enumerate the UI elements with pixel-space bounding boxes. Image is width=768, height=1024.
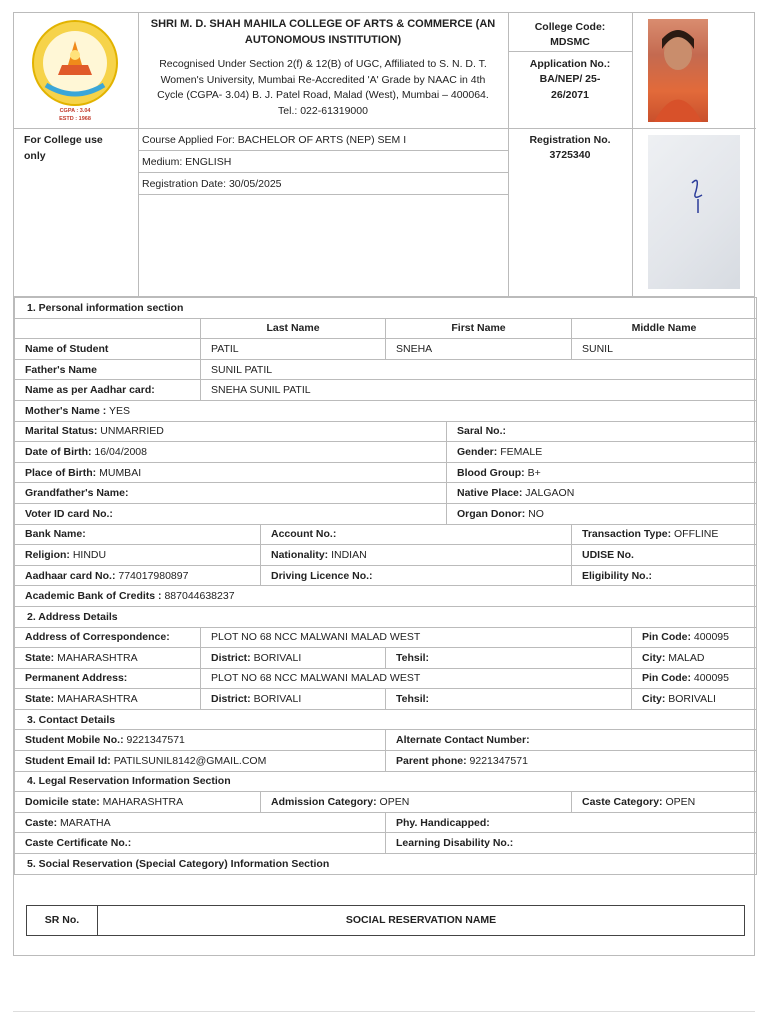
dob-label: Date of Birth: [25, 445, 92, 458]
col-middle-name: Middle Name [572, 318, 757, 339]
alt-contact-row [386, 730, 757, 751]
organ-row [447, 503, 757, 524]
dob-row [15, 442, 447, 463]
nationality-label: Nationality: [271, 548, 329, 561]
col-first-name: First Name [386, 318, 572, 339]
col-last-name: Last Name [201, 318, 386, 339]
gender-value: FEMALE [500, 445, 543, 458]
pin2-row [632, 668, 757, 689]
pin2-value: 400095 [693, 672, 729, 685]
grandfather-label: Grandfather's Name: [25, 487, 129, 500]
blood-value: B+ [527, 466, 541, 479]
col-social-reservation-name: SOCIAL RESERVATION NAME [345, 914, 497, 926]
admission-category-value: OPEN [379, 796, 410, 809]
phy-handicapped-label: Phy. Handicapped: [396, 816, 490, 829]
admission-form [13, 12, 755, 956]
pin1-label: Pin Code: [642, 631, 691, 644]
voter-label: Voter ID card No.: [25, 507, 113, 520]
native-label: Native Place: [457, 487, 523, 500]
college-use-label: For College use only [24, 134, 103, 162]
transaction-value: OFFLINE [674, 528, 719, 541]
account-row [261, 524, 572, 545]
section-address: 2. Address Details [15, 606, 757, 627]
caste-category-label: Caste Category: [582, 796, 663, 809]
mobile-value: 9221347571 [126, 734, 185, 747]
mother-name-label: Mother's Name : [25, 404, 107, 417]
abc-value: 887044638237 [164, 590, 235, 603]
native-value: JALGAON [525, 487, 575, 500]
district2-label: District: [211, 693, 251, 706]
college-logo [28, 19, 122, 127]
native-row [447, 483, 757, 504]
tehsil2-label: Tehsil: [396, 693, 430, 706]
domicile-value: MAHARASHTRA [102, 796, 184, 809]
gender-label: Gender: [457, 445, 498, 458]
udise-row [572, 545, 757, 566]
learning-disability-label: Learning Disability No.: [396, 837, 514, 850]
district1-value: BORIVALI [253, 651, 302, 664]
middle-name-value: SUNIL [572, 339, 757, 360]
mother-name-value: YES [109, 404, 131, 417]
tehsil1-row [386, 648, 632, 669]
mobile-row [15, 730, 386, 751]
admission-category-row [261, 792, 572, 813]
blood-label: Blood Group: [457, 466, 525, 479]
phy-handicapped-row [386, 812, 757, 833]
bank-label: Bank Name: [25, 528, 86, 541]
pin2-label: Pin Code: [642, 672, 691, 685]
registration-no-label: Registration No. [529, 134, 611, 146]
religion-row [15, 545, 261, 566]
caste-certificate-row [15, 833, 386, 854]
aadhar-name-label: Name as per Aadhar card: [15, 380, 201, 401]
domicile-row [15, 792, 261, 813]
udise-label: UDISE No. [582, 548, 634, 561]
district2-value: BORIVALI [253, 693, 302, 706]
caste-value: MARATHA [60, 816, 111, 829]
city2-row [632, 689, 757, 710]
saral-row [447, 421, 757, 442]
parent-phone-row [386, 751, 757, 772]
pob-label: Place of Birth: [25, 466, 97, 479]
corr-address-value: PLOT NO 68 NCC MALWANI MALAD WEST [201, 627, 632, 648]
medium: Medium: ENGLISH [142, 156, 232, 168]
student-photo [648, 19, 708, 122]
email-label: Student Email Id: [25, 754, 111, 767]
pin1-row [632, 627, 757, 648]
district1-label: District: [211, 651, 251, 664]
mother-name-row [15, 400, 757, 421]
logo-cgpa: CGPA : 3.04 [59, 108, 91, 114]
marital-label: Marital Status: [25, 425, 98, 438]
alt-contact-label: Alternate Contact Number: [396, 734, 530, 747]
city2-label: City: [642, 693, 666, 706]
transaction-label: Transaction Type: [582, 528, 672, 541]
organ-value: NO [528, 507, 544, 520]
city2-value: BORIVALI [668, 693, 716, 706]
dob-value: 16/04/2008 [94, 445, 147, 458]
state2-value: MAHARASHTRA [57, 693, 138, 706]
state2-row [15, 689, 201, 710]
city1-value: MALAD [668, 651, 705, 664]
pob-row [15, 462, 447, 483]
abc-label: Academic Bank of Credits : [25, 590, 162, 603]
admission-category-label: Admission Category: [271, 796, 377, 809]
parent-phone-label: Parent phone: [396, 754, 467, 767]
college-code: MDSMC [550, 36, 590, 48]
blood-row [447, 462, 757, 483]
mobile-label: Student Mobile No.: [25, 734, 124, 747]
abc-row [15, 586, 757, 607]
state1-label: State: [25, 651, 55, 664]
domicile-label: Domicile state: [25, 796, 100, 809]
section-contact: 3. Contact Details [15, 709, 757, 730]
pob-value: MUMBAI [99, 466, 142, 479]
eligibility-label: Eligibility No.: [582, 569, 652, 582]
father-name-value: SUNIL PATIL [201, 359, 757, 380]
application-no: BA/NEP/ 25-26/2071 [539, 73, 601, 101]
pin1-value: 400095 [693, 631, 729, 644]
perm-address-value: PLOT NO 68 NCC MALWANI MALAD WEST [201, 668, 632, 689]
tehsil1-label: Tehsil: [396, 651, 430, 664]
organ-label: Organ Donor: [457, 507, 526, 520]
aadhar-name-value: SNEHA SUNIL PATIL [201, 380, 757, 401]
aadhaar-no-label: Aadhaar card No.: [25, 569, 116, 582]
transaction-row [572, 524, 757, 545]
nationality-row [261, 545, 572, 566]
licence-label: Driving Licence No.: [271, 569, 373, 582]
city1-label: City: [642, 651, 666, 664]
email-row [15, 751, 386, 772]
eligibility-row [572, 565, 757, 586]
nationality-value: INDIAN [331, 548, 367, 561]
aadhaar-no-value: 774017980897 [118, 569, 189, 582]
first-name-value: SNEHA [386, 339, 572, 360]
tehsil2-row [386, 689, 632, 710]
registration-no: 3725340 [549, 149, 591, 161]
corr-address-label: Address of Correspondence: [15, 627, 201, 648]
caste-label: Caste: [25, 816, 58, 829]
religion-label: Religion: [25, 548, 70, 561]
perm-address-label: Permanent Address: [15, 668, 201, 689]
college-code-label: College Code: [534, 21, 606, 33]
father-name-label: Father's Name [15, 359, 201, 380]
gender-row [447, 442, 757, 463]
learning-disability-row [386, 833, 757, 854]
caste-row [15, 812, 386, 833]
page-footer-divider [13, 1011, 755, 1012]
bank-row [15, 524, 261, 545]
last-name-value: PATIL [201, 339, 386, 360]
state1-value: MAHARASHTRA [57, 651, 138, 664]
parent-phone-value: 9221347571 [469, 754, 528, 767]
caste-category-row [572, 792, 757, 813]
college-name: SHRI M. D. SHAH MAHILA COLLEGE OF ARTS & COMMERCE (AN AUTONOMOUS INSTITUTION) [150, 18, 496, 46]
account-label: Account No.: [271, 528, 337, 541]
state1-row [15, 648, 201, 669]
caste-category-value: OPEN [665, 796, 696, 809]
registration-date: Registration Date: 30/05/2025 [142, 178, 282, 190]
voter-row [15, 503, 447, 524]
marital-value: UNMARRIED [100, 425, 164, 438]
email-value: PATILSUNIL8142@GMAIL.COM [113, 754, 267, 767]
social-reservation-table [26, 905, 745, 936]
licence-row [261, 565, 572, 586]
section-personal: 1. Personal information section [15, 298, 757, 319]
caste-certificate-label: Caste Certificate No.: [25, 837, 132, 850]
district1-row [201, 648, 386, 669]
form-header [14, 13, 754, 297]
district2-row [201, 689, 386, 710]
saral-label: Saral No.: [457, 425, 507, 438]
religion-value: HINDU [72, 548, 107, 561]
grandfather-row [15, 483, 447, 504]
col-sr-no: SR No. [44, 914, 80, 926]
details-table [14, 297, 757, 875]
aadhaar-no-row [15, 565, 261, 586]
city1-row [632, 648, 757, 669]
state2-label: State: [25, 693, 55, 706]
section-social: 5. Social Reservation (Special Category) Information Section [15, 854, 757, 875]
name-of-student-label: Name of Student [15, 339, 201, 360]
student-signature [648, 135, 740, 289]
section-legal: 4. Legal Reservation Information Section [15, 771, 757, 792]
logo-estd: ESTD : 1968 [59, 116, 91, 122]
application-no-label: Application No.: [529, 58, 611, 70]
marital-row [15, 421, 447, 442]
course-applied: Course Applied For: BACHELOR OF ARTS (NEP) SEM I [142, 134, 407, 146]
college-recognition: Recognised Under Section 2(f) & 12(B) of UGC, Affiliated to S. N. D. T. Women's University, Mumbai Re-Accredited 'A' Grade by NAAC in 4th Cycle (CGPA- 3.04) B. J. Patel Road, Malad (West), Mumbai – 400064. Tel.: 022-61319000 [157, 58, 489, 117]
